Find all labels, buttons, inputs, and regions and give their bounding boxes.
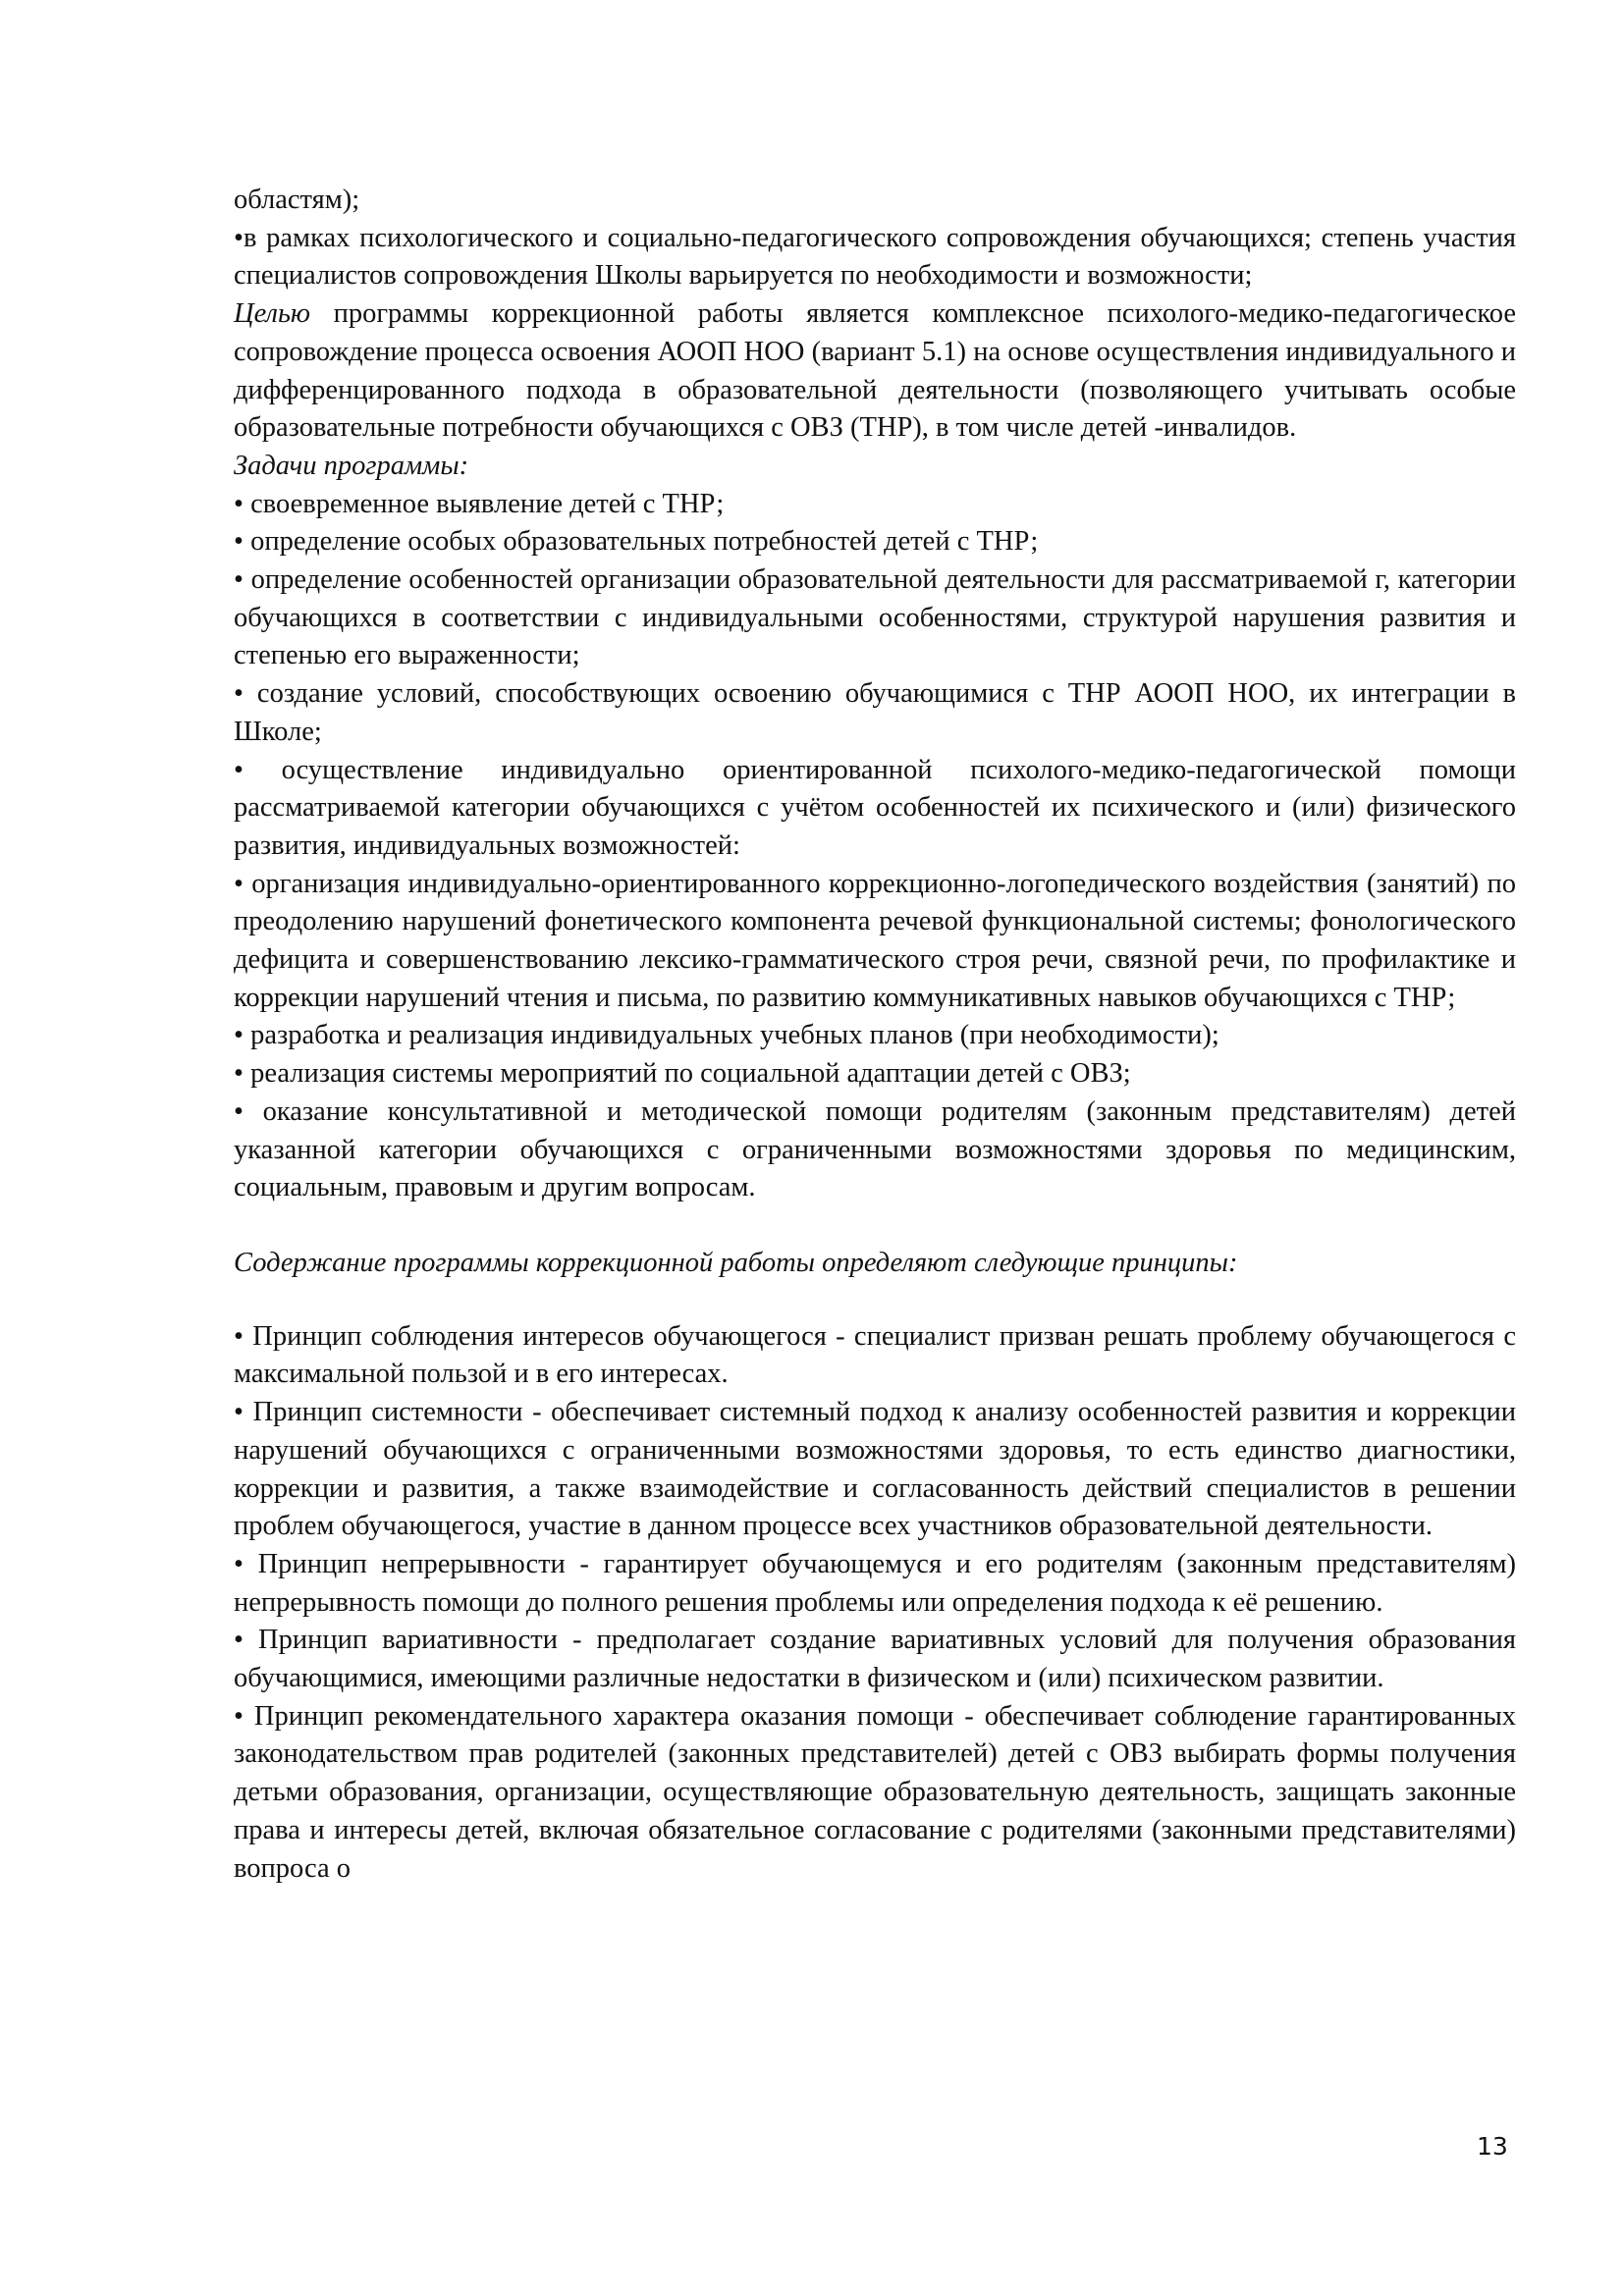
principle-item: • Принцип соблюдения интересов обучающегося - специалист призван решать проблему обучающегося с максимальной пользой и в его интересах. — [234, 1320, 1516, 1390]
goal-paragraph — [234, 295, 1516, 448]
task-item: • определение особенностей организации образовательной деятельности для рассматриваемой г, категории обучающихся в соответствии с индивидуальными особенностями, структурой нарушения развития и степенью его выраженности; — [234, 564, 1516, 671]
spacer — [234, 1207, 1516, 1245]
task-item: • осуществление индивидуально ориентированной психолого-медико-педагогической помощи рассматриваемой категории обучающихся с учётом особенностей их психического и (или) физического развития, индивидуальных возможностей: — [234, 754, 1516, 861]
principle-item: • Принцип рекомендательного характера оказания помощи - обеспечивает соблюдение гарантированных законодательством прав родителей (законных представителей) детей с ОВЗ выбирать формы получения детьми образования, организации, осуществляющие образовательную деятельность, защищать законные права и интересы детей, включая обязательное согласование с родителями (законными представителями) вопроса о — [234, 1700, 1516, 1884]
tasks-heading: Задачи программы: — [234, 450, 469, 481]
principle-item: • Принцип непрерывности - гарантирует обучающемуся и его родителям (законным представителям) непрерывность помощи до полного решения проблемы или определения подхода к её решению. — [234, 1548, 1516, 1618]
page-number: 13 — [1477, 2132, 1508, 2161]
task-item: • оказание консультативной и методической помощи родителям (законным представителям) детей указанной категории обучающихся с ограниченными возможностями здоровья по медицинским, социальным, правовым и другим вопросам. — [234, 1095, 1516, 1203]
principles-heading: Содержание программы коррекционной работы определяют следующие принципы: — [234, 1247, 1238, 1278]
paragraph-fragment: областям); — [234, 185, 360, 215]
document-page — [234, 182, 1516, 1888]
task-item: • разработка и реализация индивидуальных учебных планов (при необходимости); — [234, 1020, 1219, 1051]
spacer — [234, 1283, 1516, 1318]
task-item: • своевременное выявление детей с ТНР; — [234, 488, 725, 519]
task-item: • определение особых образовательных потребностей детей с ТНР; — [234, 526, 1039, 558]
task-item: • реализация системы мероприятий по социальной адаптации детей с ОВЗ; — [234, 1058, 1131, 1090]
principle-item: • Принцип системности - обеспечивает системный подход к анализу особенностей развития и коррекции нарушений обучающихся с ограниченными возможностями здоровья, то есть единство диагностики, коррекции и развития, а также взаимодействие и согласованность действий специалистов в решении проблем обучающегося, участие в данном процессе всех участников образовательной деятельности. — [234, 1397, 1516, 1542]
goal-text: программы коррекционной работы является комплексное психолого-медико-педагогическое сопровождение процесса освоения АООП НОО (вариант 5.1) на основе осуществления индивидуального и дифференцированного подхода в образовательной деятельности (позволяющего учитывать особые образовательные потребности обучающихся с ОВЗ (ТНР), в том числе детей -инвалидов. — [234, 298, 1516, 444]
task-item: • создание условий, способствующих освоению обучающимися с ТНР АООП НОО, их интеграции в Школе; — [234, 678, 1516, 747]
principle-item: • Принцип вариативности - предполагает создание вариативных условий для получения образования обучающимися, имеющими различные недостатки в физическом и (или) психическом развитии. — [234, 1625, 1516, 1694]
goal-label: Целью — [234, 298, 311, 330]
support-list-item: •в рамках психологического и социально-педагогического сопровождения обучающихся; степень участия специалистов сопровождения Школы варьируется по необходимости и возможности; — [234, 222, 1516, 292]
task-item: • организация индивидуально-ориентированного коррекционно-логопедического воздействия (занятий) по преодолению нарушений фонетического компонента речевой функциональной системы; фонологического дефицита и совершенствованию лексико-грамматического строя речи, связной речи, по профилактике и коррекции нарушений чтения и письма, по развитию коммуникативных навыков обучающихся с ТНР; — [234, 868, 1516, 1013]
